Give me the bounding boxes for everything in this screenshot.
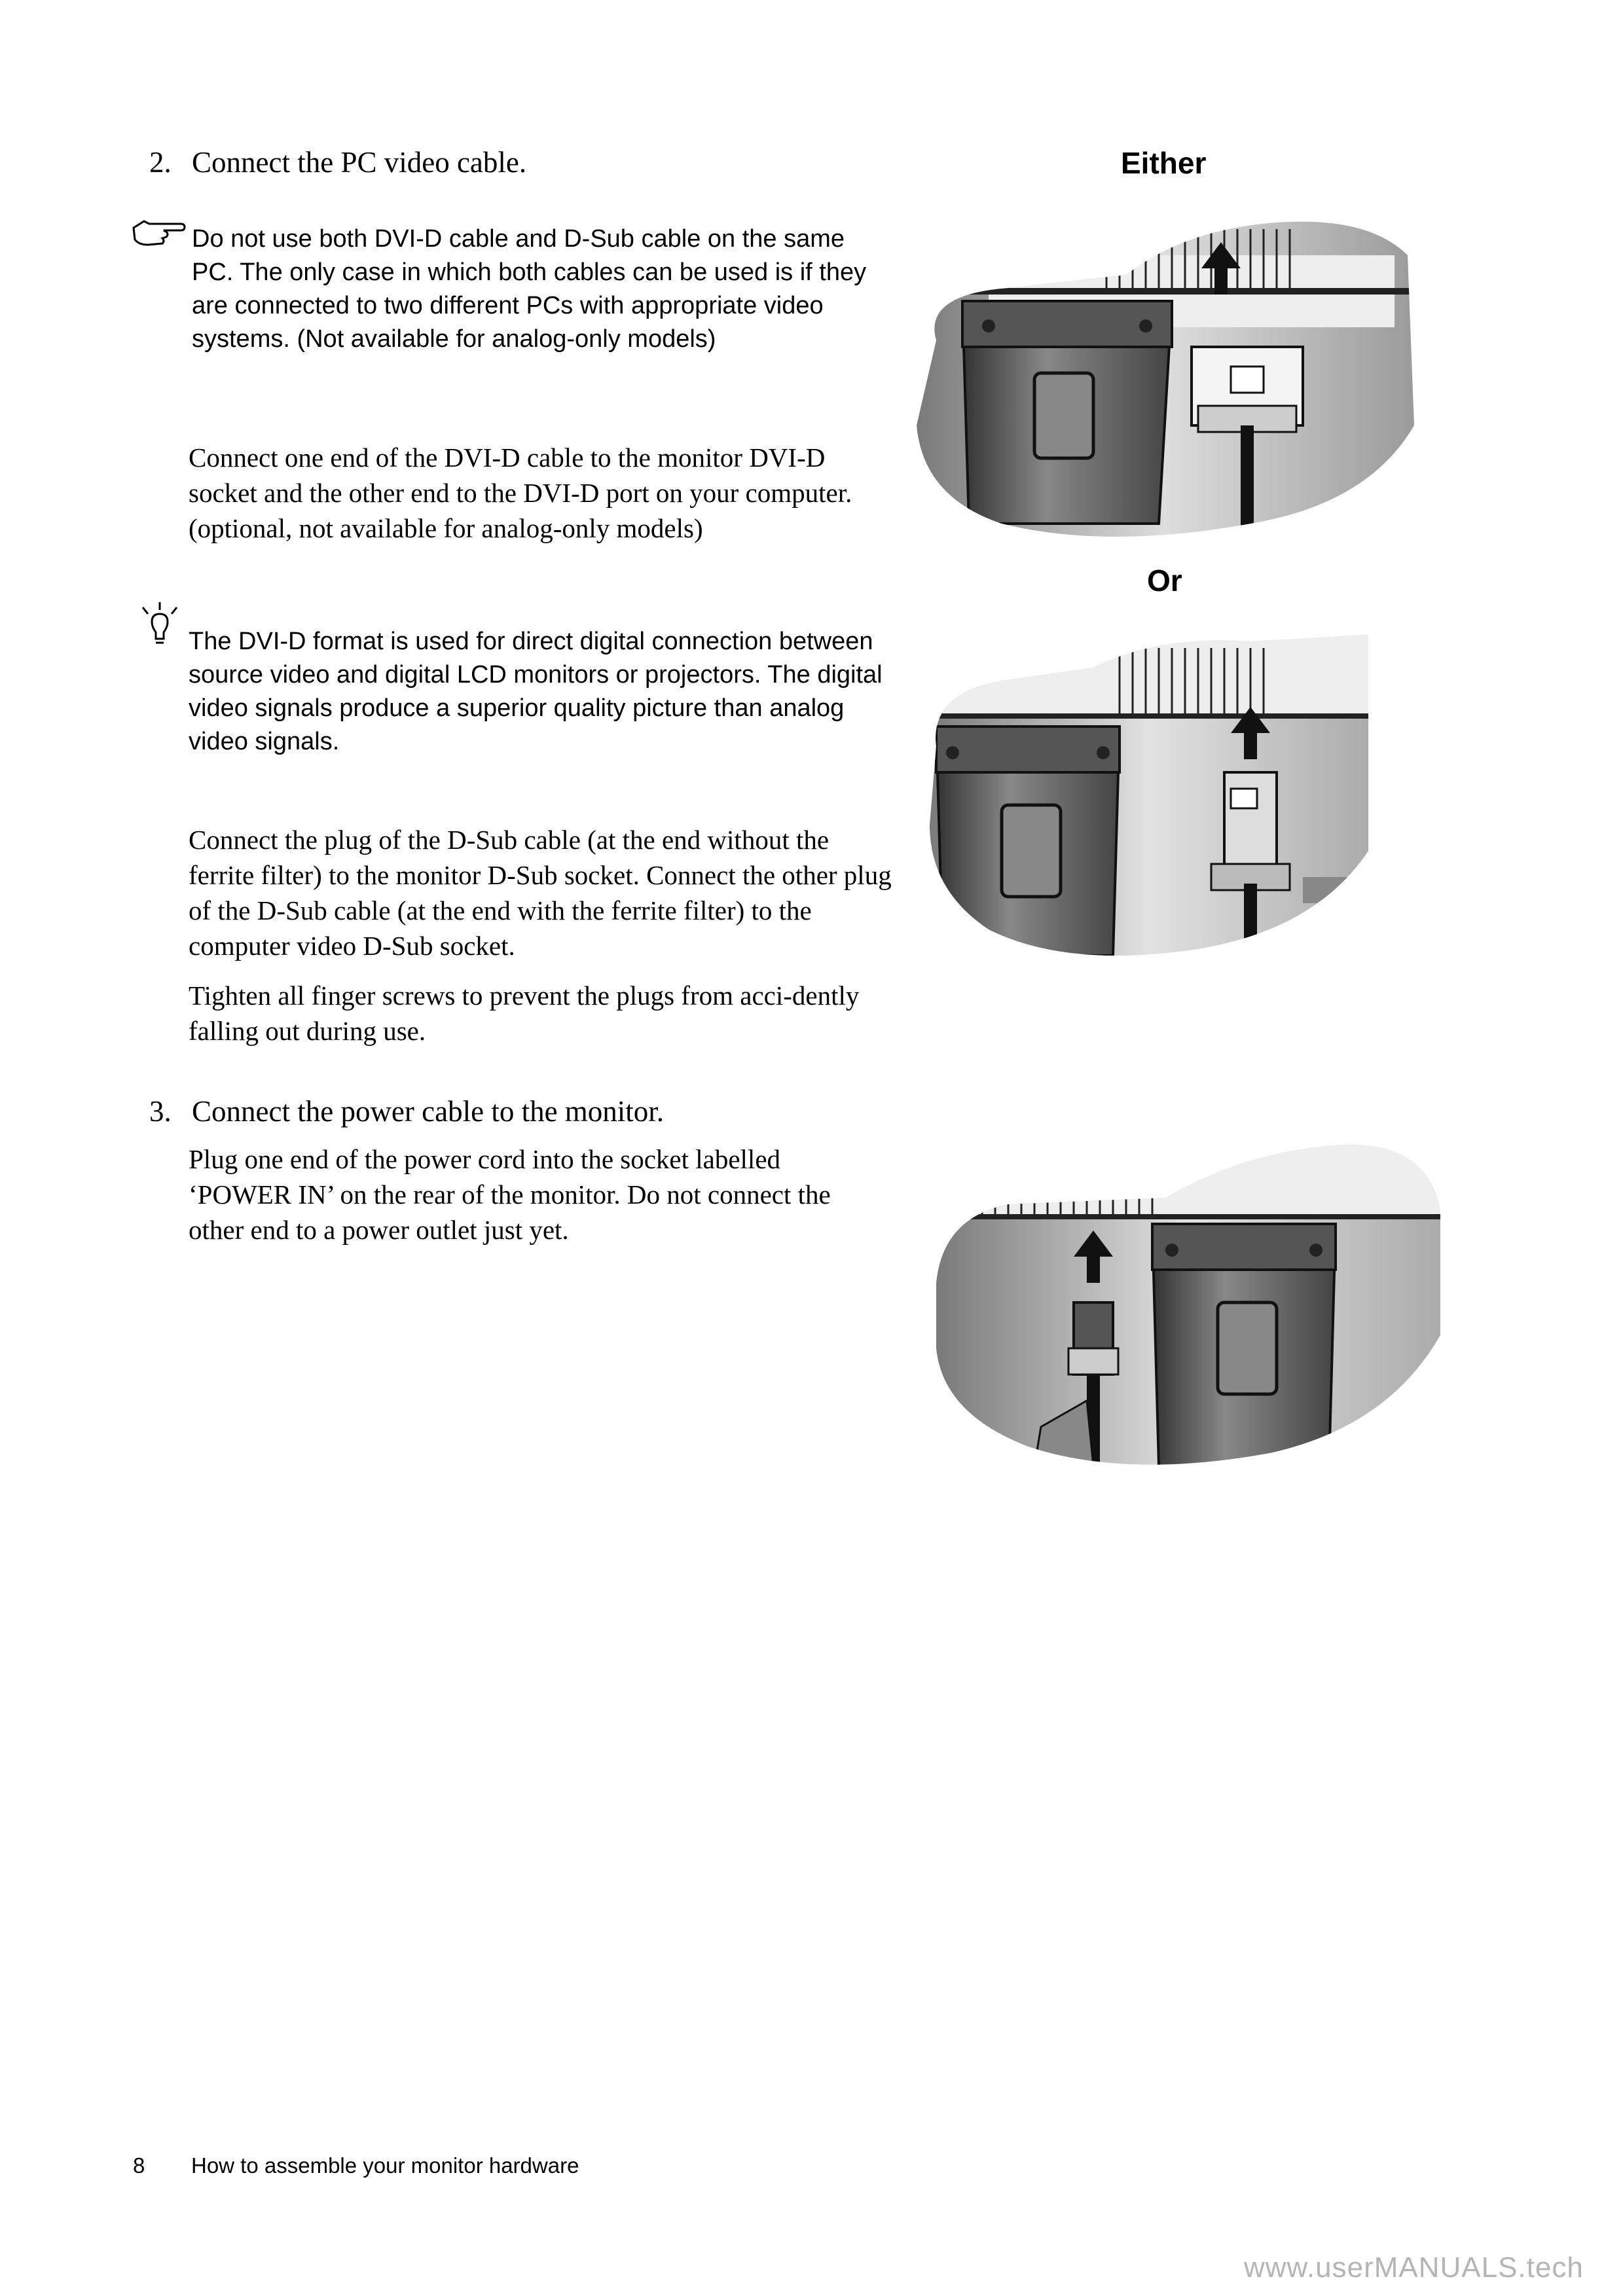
tighten-paragraph: Tighten all finger screws to prevent the plugs from acci-dently falling out during use. [189,980,860,1046]
power-cable-connection-illustration [930,1139,1447,1466]
step-2-title: Connect the PC video cable. [192,146,527,179]
watermark: www.userMANUALS.tech [1244,2251,1584,2284]
step-2-number: 2. [149,146,172,179]
pointing-hand-icon [130,216,189,249]
footer-page-number: 8 [133,2153,145,2178]
step-3-title: Connect the power cable to the monitor. [192,1095,665,1128]
d-sub-connection-illustration [923,628,1375,962]
tip-text: The DVI-D format is used for direct digital connection between source video and digital LCD monitors or projectors. The digital video signals produce a superior quality picture than analog video signals. [189,628,883,755]
dvi-paragraph: Connect one end of the DVI-D cable to the monitor DVI-D socket and the other end to the DVI-D port on your computer. (optional, not available for analog-only models) [189,442,852,543]
dsub-paragraph: Connect the plug of the D-Sub cable (at the end without the ferrite filter) to the monitor D-Sub socket. Connect the other plug of the D-Sub cable (at the end with the ferrite filter) to the computer video D-Sub socket. [189,825,892,961]
lightbulb-icon [137,602,182,648]
step-3-paragraph: Plug one end of the power cord into the socket labelled ‘POWER IN’ on the rear of the monitor. Do not connect the other end to a power outlet just yet. [189,1144,831,1245]
note-text: Do not use both DVI-D cable and D-Sub cable on the same PC. The only case in which both cables can be used is if they are connected to two different PCs with appropriate video systems. (Not available for analog-only models) [192,225,867,353]
footer-section-title: How to assemble your monitor hardware [191,2153,579,2178]
caption-either: Either [1121,146,1207,180]
dvi-d-connection-illustration [910,216,1421,543]
caption-or: Or [1147,564,1182,598]
step-3-number: 3. [149,1095,172,1128]
